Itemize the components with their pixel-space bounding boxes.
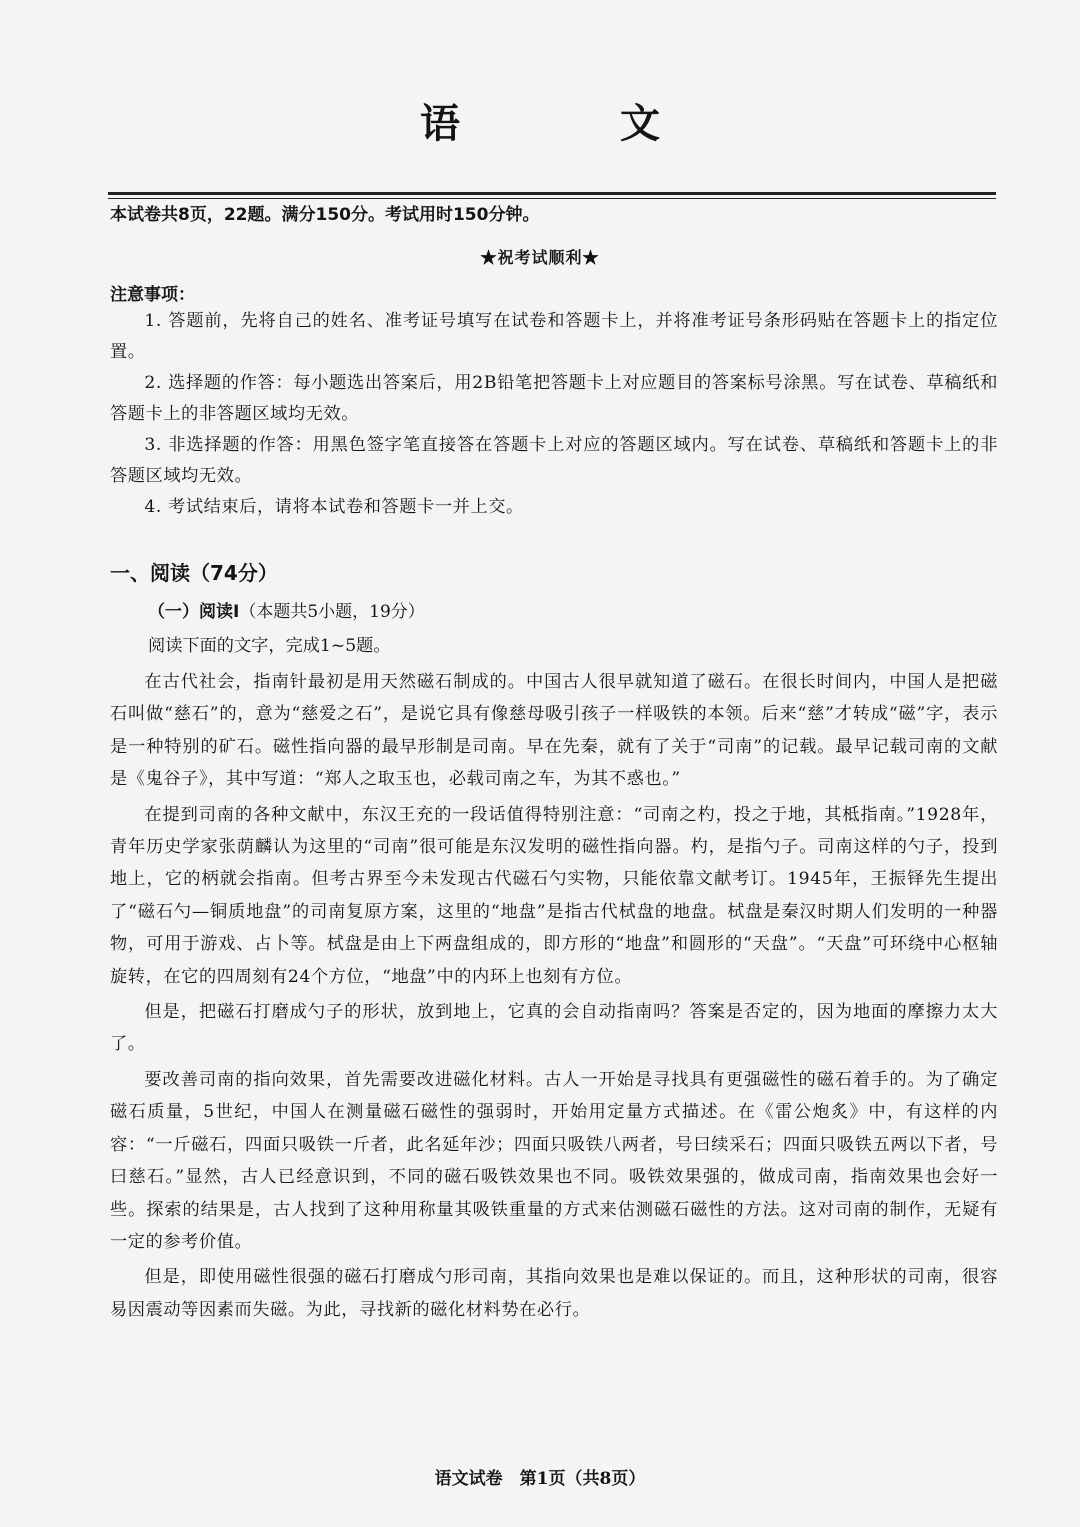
passage-paragraph: 但是，把磁石打磨成勺子的形状，放到地上，它真的会自动指南吗？答案是否定的，因为地面的摩擦力太大了。: [110, 1002, 998, 1055]
reading-instruction: 阅读下面的文字，完成1~5题。: [148, 636, 391, 656]
passage-paragraph: 要改善司南的指向效果，首先需要改进磁化材料。古人一开始是寻找具有更强磁性的磁石着手的。为了确定磁石质量，5世纪，中国人在测量磁石磁性的强弱时，开始用定量方式描述。在《雷公炮炙》中，有这样的内容：“一斤磁石，四面只吸铁一斤者，此名延年沙；四面只吸铁八两者，号曰续采石；四面只吸铁五两以下者，号曰慈石。”显然，古人已经意识到，不同的磁石吸铁效果也不同。吸铁效果强的，做成司南，指南效果也会好一些。探索的结果是，古人找到了这种用称量其吸铁重量的方式来估测磁石磁性的方法。这对司南的制作，无疑有一定的参考价值。: [110, 1069, 998, 1252]
exam-info: 本试卷共8页，22题。满分150分。考试用时150分钟。: [110, 205, 540, 225]
subsection-detail: （本题共5小题，19分）: [239, 602, 425, 622]
header-rule-thin: [108, 198, 996, 199]
notice-item: 2. 选择题的作答：每小题选出答案后，用2B铅笔把答题卡上对应题目的答案标号涂黑。写在试卷、草稿纸和答题卡上的非答题区域均无效。: [110, 373, 998, 424]
notice-item: 3. 非选择题的作答：用黑色签字笔直接答在答题卡上对应的答题区域内。写在试卷、草稿纸和答题卡上的非答题区域均无效。: [110, 435, 998, 486]
header-rule-thick: [108, 192, 996, 195]
reading-passage: [110, 666, 998, 1329]
page-footer: 语文试卷 第1页（共8页）: [434, 1469, 646, 1489]
notice-item: 4. 考试结束后，请将本试卷和答题卡一并上交。: [144, 497, 524, 517]
subsection-label: （一）阅读Ⅰ: [148, 602, 240, 622]
passage-paragraph: 在提到司南的各种文献中，东汉王充的一段话值得特别注意：“司南之杓，投之于地，其柢指南。”1928年，青年历史学家张荫麟认为这里的“司南”很可能是东汉发明的磁性指向器。杓，是指勺子。司南这样的勺子，投到地上，它的柄就会指南。但考古界至今未发现古代磁石勺实物，只能依靠文献考订。1945年，王振铎先生提出了“磁石勺—铜质地盘”的司南复原方案，这里的“地盘”是指古代栻盘的地盘。栻盘是秦汉时期人们发明的一种器物，可用于游戏、占卜等。栻盘是由上下两盘组成的，即方形的“地盘”和圆形的“天盘”。“天盘”可环绕中心枢轴旋转，在它的四周刻有24个方位，“地盘”中的内环上也刻有方位。: [110, 804, 998, 987]
section-heading: 一、阅读（74分）: [110, 561, 278, 585]
notice-item: 1. 答题前，先将自己的姓名、准考证号填写在试卷和答题卡上，并将准考证号条形码贴在答题卡上的指定位置。: [110, 311, 998, 362]
passage-paragraph: 但是，即使用磁性很强的磁石打磨成勺形司南，其指向效果也是难以保证的。而且，这种形状的司南，很容易因震动等因素而失磁。为此，寻找新的磁化材料势在必行。: [110, 1267, 998, 1320]
exam-title: 语 文: [420, 101, 720, 147]
notice-heading: 注意事项：: [110, 285, 195, 305]
passage-paragraph: 在古代社会，指南针最初是用天然磁石制成的。中国古人很早就知道了磁石。在很长时间内，中国人是把磁石叫做“慈石”的，意为“慈爱之石”，是说它具有像慈母吸引孩子一样吸铁的本领。后来“慈”才转成“磁”字，表示是一种特别的矿石。磁性指向器的最早形制是司南。早在先秦，就有了关于“司南”的记载。最早记载司南的文献是《鬼谷子》，其中写道：“郑人之取玉也，必载司南之车，为其不惑也。”: [110, 672, 998, 790]
subsection-heading: [148, 597, 425, 622]
notice-list: [110, 306, 998, 523]
good-luck-line: ★祝考试顺利★: [480, 248, 600, 267]
